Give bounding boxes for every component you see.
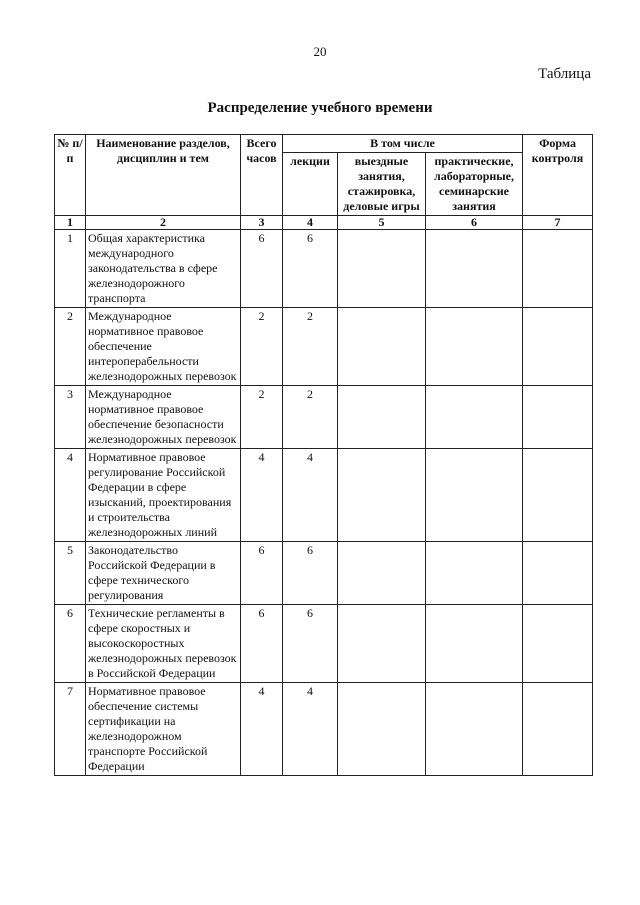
row-field xyxy=(338,230,426,308)
header-control: Форма контроля xyxy=(523,135,593,216)
row-field xyxy=(338,449,426,542)
row-total-hours: 6 xyxy=(241,542,283,605)
row-lectures: 4 xyxy=(283,683,338,776)
row-practical xyxy=(426,386,523,449)
row-control xyxy=(523,308,593,386)
document-title: Распределение учебного времени xyxy=(207,100,433,116)
table-row xyxy=(55,386,593,449)
row-name: Общая характеристика международного законодательства в сфере железнодорожного транспорта xyxy=(86,230,241,308)
row-number: 3 xyxy=(55,386,86,449)
row-control xyxy=(523,449,593,542)
header-name: Наименование разделов, дисциплин и тем xyxy=(86,135,241,216)
row-control xyxy=(523,542,593,605)
row-total-hours: 4 xyxy=(241,449,283,542)
column-number: 4 xyxy=(283,216,338,230)
row-name: Технические регламенты в сфере скоростных и высокоскоростных железнодорожных перевозок в Российской Федерации xyxy=(86,605,241,683)
header-group: В том числе xyxy=(283,135,523,153)
row-lectures: 6 xyxy=(283,230,338,308)
row-practical xyxy=(426,308,523,386)
row-field xyxy=(338,605,426,683)
header-lectures: лекции xyxy=(283,153,338,216)
column-number: 3 xyxy=(241,216,283,230)
page-number: 20 xyxy=(313,44,327,59)
row-total-hours: 6 xyxy=(241,230,283,308)
table-row xyxy=(55,308,593,386)
row-field xyxy=(338,683,426,776)
column-number-row xyxy=(55,216,593,230)
row-number: 1 xyxy=(55,230,86,308)
column-number: 5 xyxy=(338,216,426,230)
row-total-hours: 2 xyxy=(241,386,283,449)
row-practical xyxy=(426,230,523,308)
column-number: 1 xyxy=(55,216,86,230)
row-lectures: 2 xyxy=(283,386,338,449)
table-label: Таблица xyxy=(538,66,591,82)
table-row xyxy=(55,230,593,308)
column-number: 6 xyxy=(426,216,523,230)
header-total: Всего часов xyxy=(241,135,283,216)
column-number: 7 xyxy=(523,216,593,230)
table-row xyxy=(55,542,593,605)
table-row xyxy=(55,605,593,683)
row-total-hours: 2 xyxy=(241,308,283,386)
table-row xyxy=(55,683,593,776)
table-row xyxy=(55,449,593,542)
row-name: Международное нормативное правовое обеспечение безопасности железнодорожных перевозок xyxy=(86,386,241,449)
row-practical xyxy=(426,683,523,776)
study-time-table xyxy=(54,134,593,776)
row-name: Нормативное правовое регулирование Российской Федерации в сфере изысканий, проектирования и строительства железнодорожных линий xyxy=(86,449,241,542)
row-lectures: 4 xyxy=(283,449,338,542)
row-control xyxy=(523,683,593,776)
row-name: Нормативное правовое обеспечение системы сертификации на железнодорожном транспорте Российской Федерации xyxy=(86,683,241,776)
row-total-hours: 4 xyxy=(241,683,283,776)
row-field xyxy=(338,542,426,605)
row-practical xyxy=(426,605,523,683)
row-total-hours: 6 xyxy=(241,605,283,683)
row-number: 7 xyxy=(55,683,86,776)
row-lectures: 6 xyxy=(283,542,338,605)
row-number: 2 xyxy=(55,308,86,386)
row-control xyxy=(523,230,593,308)
row-practical xyxy=(426,449,523,542)
row-number: 4 xyxy=(55,449,86,542)
header-num: № п/п xyxy=(55,135,86,216)
row-number: 5 xyxy=(55,542,86,605)
row-number: 6 xyxy=(55,605,86,683)
row-control xyxy=(523,386,593,449)
row-name: Законодательство Российской Федерации в сфере технического регулирования xyxy=(86,542,241,605)
header-field: выездные занятия, стажировка, деловые игры xyxy=(338,153,426,216)
header-practical: практические, лабораторные, семинарские занятия xyxy=(426,153,523,216)
row-name: Международное нормативное правовое обеспечение интероперабельности железнодорожных перевозок xyxy=(86,308,241,386)
row-field xyxy=(338,308,426,386)
row-lectures: 6 xyxy=(283,605,338,683)
column-number: 2 xyxy=(86,216,241,230)
row-lectures: 2 xyxy=(283,308,338,386)
row-practical xyxy=(426,542,523,605)
row-control xyxy=(523,605,593,683)
header-row xyxy=(55,135,593,153)
row-field xyxy=(338,386,426,449)
